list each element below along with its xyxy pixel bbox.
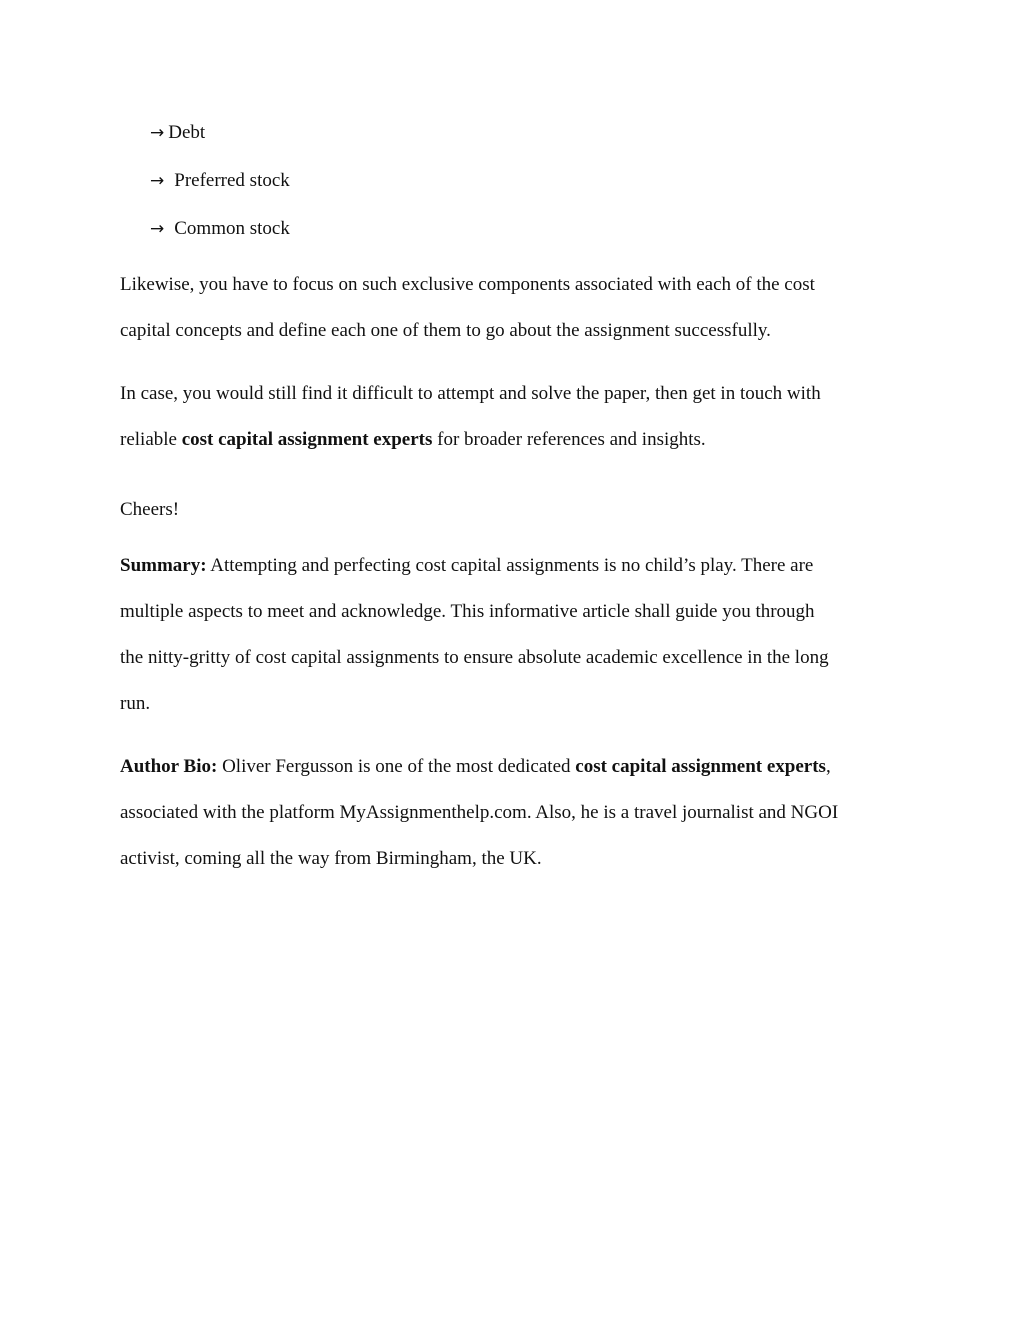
incase-text-pre: reliable	[120, 429, 182, 450]
author-bio-comma: ,	[825, 756, 831, 777]
author-bio-label: Author Bio:	[120, 756, 218, 777]
list-item-label: Common stock	[174, 218, 290, 239]
experts-link-text: cost capital assignment experts	[181, 429, 433, 450]
right-arrow-icon: →	[150, 219, 165, 239]
list-item-label: Preferred stock	[174, 170, 290, 191]
list-item-debt	[150, 121, 205, 145]
summary-line-3: the nitty-gritty of cost capital assignments to ensure absolute academic excellence in the long	[120, 647, 829, 668]
summary-line-4: run.	[120, 693, 151, 714]
list-item-common-stock	[150, 217, 290, 241]
summary-line-1	[120, 554, 813, 578]
list-item-label: Debt	[168, 122, 206, 143]
author-bio-line-3: activist, coming all the way from Birmingham, the UK.	[120, 848, 542, 869]
paragraph-likewise-line-1: Likewise, you have to focus on such exclusive components associated with each of the cost	[120, 274, 815, 295]
author-bio-line-1	[120, 755, 831, 779]
summary-line-2: multiple aspects to meet and acknowledge. This informative article shall guide you through	[120, 601, 815, 622]
paragraph-incase-line-1: In case, you would still find it difficult to attempt and solve the paper, then get in touch with	[120, 383, 821, 404]
paragraph-incase-line-2	[120, 428, 706, 452]
author-bio-experts-text: cost capital assignment experts	[575, 756, 826, 777]
right-arrow-icon: →	[150, 123, 165, 143]
summary-text: Attempting and perfecting cost capital assignments is no child’s play. There are	[206, 555, 814, 576]
author-bio-line-2: associated with the platform MyAssignmenthelp.com. Also, he is a travel journalist and NGOI	[120, 802, 839, 823]
cheers-text: Cheers!	[120, 499, 180, 520]
summary-label: Summary:	[120, 555, 207, 576]
list-item-preferred-stock	[150, 169, 290, 193]
paragraph-likewise-line-2: capital concepts and define each one of them to go about the assignment successfully.	[120, 320, 771, 341]
right-arrow-icon: →	[150, 171, 165, 191]
author-bio-text: Oliver Fergusson is one of the most dedicated	[217, 756, 576, 777]
incase-text-post: for broader references and insights.	[432, 429, 706, 450]
